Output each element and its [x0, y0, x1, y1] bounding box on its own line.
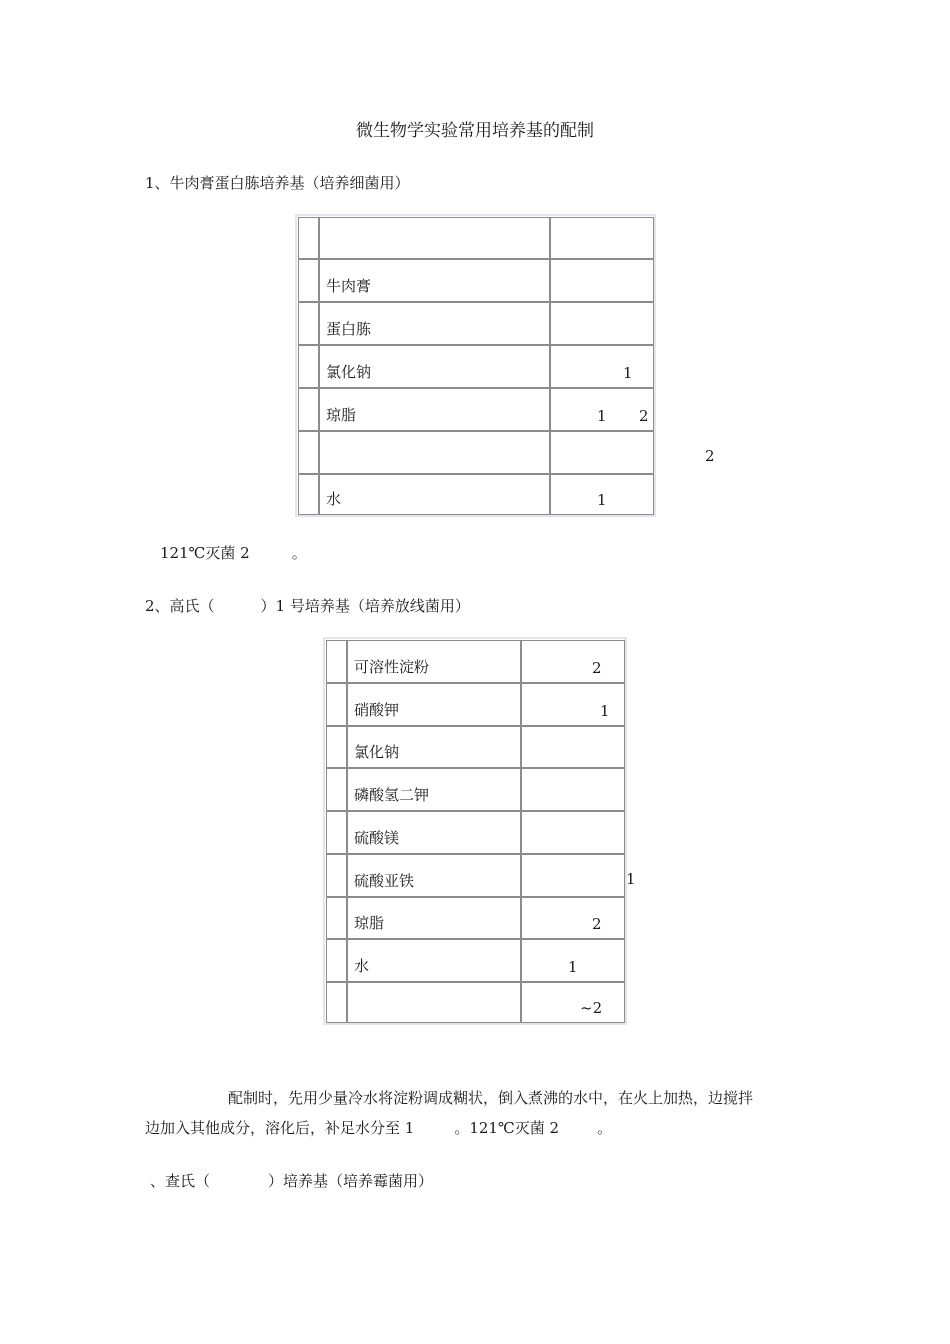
overflow-amount: 1 — [626, 870, 636, 888]
ingredient-amount: 1 — [597, 491, 607, 509]
table-row — [297, 259, 654, 302]
ingredient-name: 蛋白胨 — [326, 320, 372, 338]
ingredient-name: 硝酸钾 — [354, 701, 400, 719]
section1-heading: 1、牛肉膏蛋白胨培养基（培养细菌用） — [145, 174, 410, 192]
medium-table-2 — [323, 637, 627, 1025]
table-row — [325, 640, 625, 683]
table-row — [325, 897, 625, 939]
preparation-paragraph-line1: 配制时，先用少量冷水将淀粉调成糊状，倒入煮沸的水中，在火上加热，边搅拌 — [228, 1089, 754, 1107]
ingredient-name: 氯化钠 — [326, 363, 372, 381]
ingredient-amount: 1 — [597, 407, 607, 425]
ingredient-amount-extra: 2 — [639, 407, 649, 425]
ingredient-name: 可溶性淀粉 — [354, 658, 430, 676]
ingredient-amount: 2 — [592, 659, 602, 677]
ingredient-amount: 2 — [592, 915, 602, 933]
table-row — [325, 939, 625, 982]
table-row — [297, 217, 654, 259]
table-row — [325, 768, 625, 811]
ingredient-amount: 1 — [568, 958, 578, 976]
table-row — [297, 302, 654, 345]
section2-heading: 2、高氏（ ）1 号培养基（培养放线菌用） — [145, 597, 470, 615]
ingredient-name: 琼脂 — [326, 406, 357, 424]
ingredient-name: 硫酸亚铁 — [354, 872, 415, 890]
table-row — [297, 388, 654, 431]
preparation-paragraph-line2: 边加入其他成分，溶化后，补足水分至 1 。121℃灭菌 2 。 — [145, 1119, 613, 1137]
table-row — [325, 683, 625, 726]
section3-heading: 、查氏（ ）培养基（培养霉菌用） — [150, 1172, 434, 1190]
table-row — [325, 854, 625, 897]
ingredient-amount: ~2 — [580, 999, 603, 1017]
table-row — [297, 345, 654, 388]
table-row — [325, 726, 625, 768]
page-title: 微生物学实验常用培养基的配制 — [356, 121, 594, 141]
ingredient-name: 水 — [326, 490, 342, 508]
ingredient-name: 牛肉膏 — [326, 277, 372, 295]
medium-table-1 — [295, 214, 656, 517]
table-row — [325, 811, 625, 854]
table-row — [325, 982, 625, 1023]
ingredient-amount: 1 — [623, 364, 633, 382]
sterilization-note: 121℃灭菌 2 。 — [160, 544, 307, 562]
ingredient-name: 琼脂 — [354, 914, 385, 932]
ingredient-name: 水 — [354, 957, 370, 975]
ingredient-name: 硫酸镁 — [354, 829, 400, 847]
overflow-amount: 2 — [705, 447, 715, 465]
table-row — [297, 474, 654, 515]
ingredient-name: 磷酸氢二钾 — [354, 786, 430, 804]
ingredient-name: 氯化钠 — [354, 743, 400, 761]
table-row — [297, 431, 654, 474]
ingredient-amount: 1 — [600, 702, 610, 720]
